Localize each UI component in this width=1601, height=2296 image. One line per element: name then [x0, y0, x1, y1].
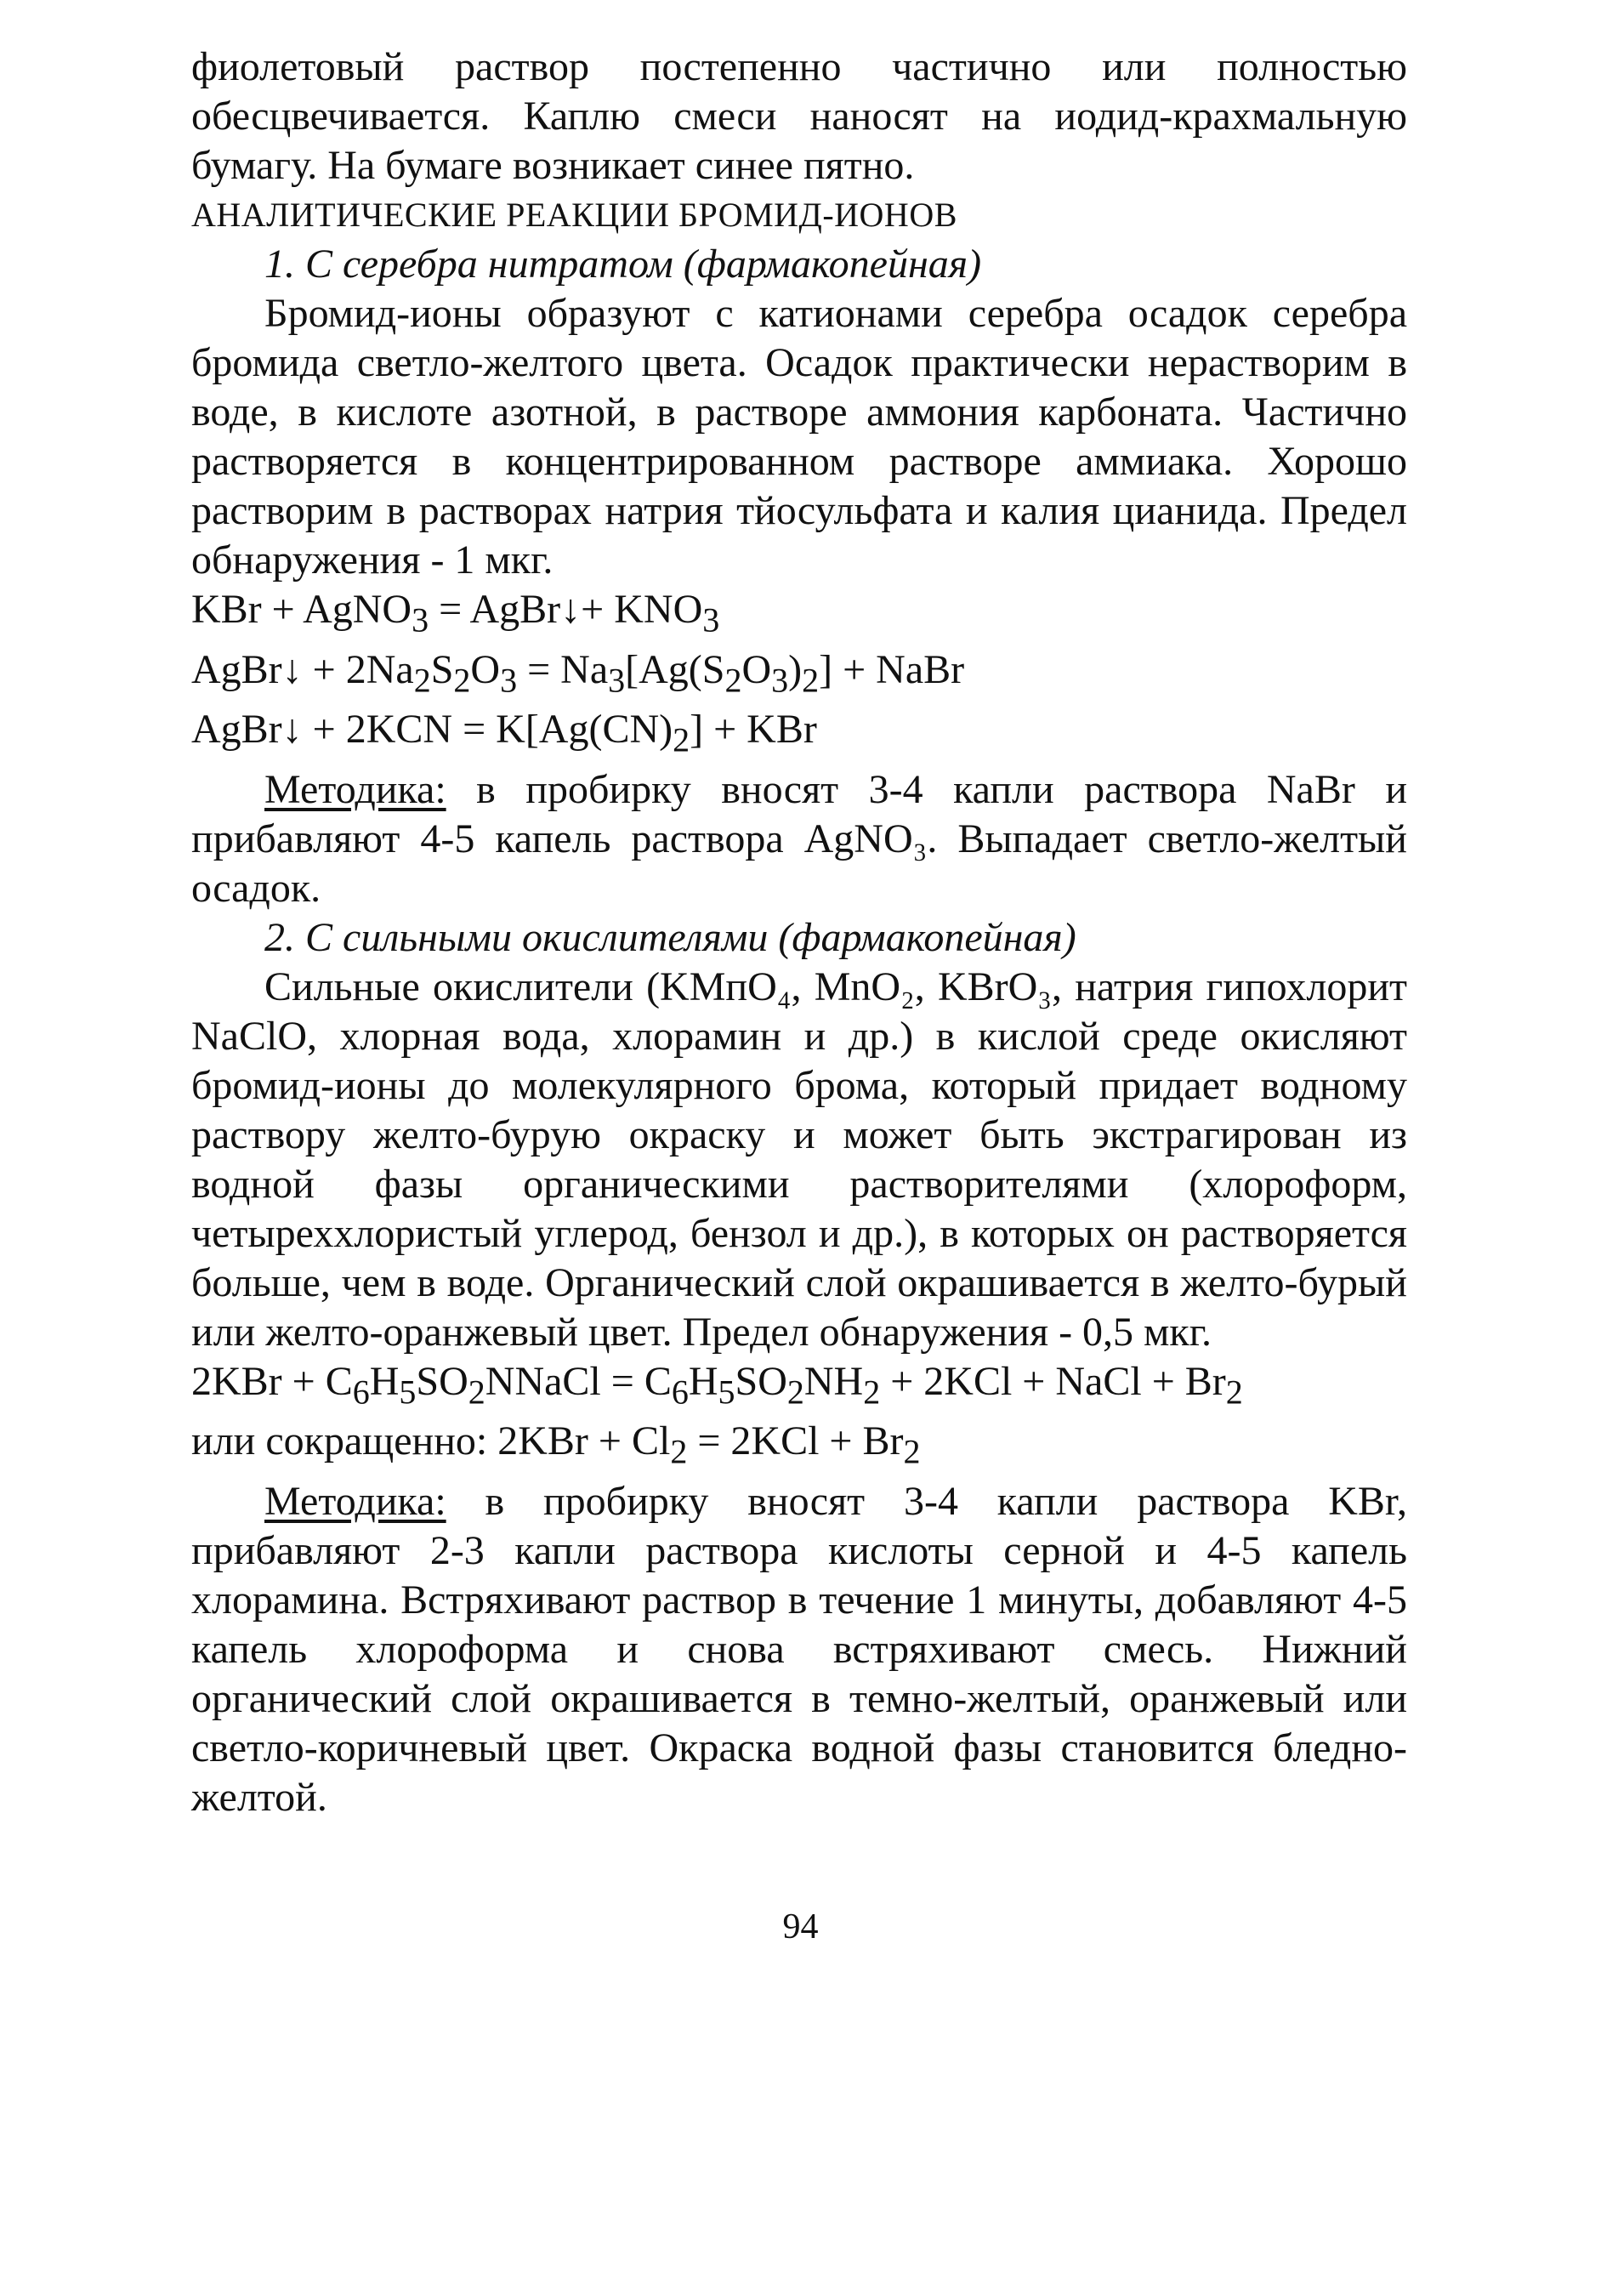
- equation-4: $2KBr + C_6H_5SO_2NNaCl = C_6H_5SO_2NH_2 + 2KCl$ + NaCl + $Br_2$: [191, 1358, 1243, 1412]
- reaction2-text: Сильные окислители (KMпO₄, MnO₂, KBrO₃, натрия гипохлорит NaClO, хлорная вода, хлорамин и др.) в кислой среде окисляют бромид-ионы до молекулярного брома, который придает водному раствору желто-бурую окраску и может быть экстрагирован из водной фазы органическими растворителями (хлороформ, четыреххлористый углерод, бензол и др.), в которых он растворяется больше, чем в воде. Органический слой окрашивается в желто-бурый или желто-оранжевый цвет. Предел обнаружения - 0,5 мкг.: [191, 963, 1407, 1355]
- method-label: Методика:: [264, 1478, 446, 1524]
- reaction1-title: 1. С серебра нитратом (фармакопейная): [264, 242, 982, 287]
- intro-paragraph: фиолетовый раствор постепенно частично или полностью обесцвечивается. Каплю смеси наносят на иодид-крахмальную бумагу. На бумаге возникает синее пятно.: [191, 44, 1407, 188]
- reaction1-method: [191, 765, 1407, 913]
- page-content: [191, 43, 1407, 1822]
- equation-3: AgBr↓ + $2KCN = K[Ag(CN)_2]$ + KBr: [191, 707, 817, 759]
- equation-5: или сокращенно: $2KBr + Cl_2 = 2KCl + Br_2$: [191, 1418, 921, 1471]
- section-heading: АНАЛИТИЧЕСКИЕ РЕАКЦИИ БРОМИД-ИОНОВ: [191, 196, 957, 234]
- reaction2-title: 2. С сильными окислителями (фармакопейная): [264, 914, 1076, 960]
- equation-1: KBr + AgNO$_3$ = AgBr↓+ $KNO_3$: [191, 587, 720, 639]
- method-label: Методика:: [264, 766, 446, 812]
- method-text: в пробирку вносят 3-4 капли раствора KBr, прибавляют 2-3 капли раствора кислоты серной и 4-5 капель хлорамина. Встряхивают раствор в течение 1 минуты, добавляют 4-5 капель хлороформа и снова встряхивают смесь. Нижний органический слой окрашивается в темно-желтый, оранжевый или светло-коричневый цвет. Окраска водной фазы становится бледно-желтой.: [191, 1478, 1407, 1820]
- equation-2: AgBr↓ + $2Na_2S_2O_3 = Na_3[Ag(S_2O_3)_2]$ + NaBr: [191, 646, 965, 700]
- page-number: 94: [782, 1907, 819, 1946]
- method-text: в пробирку вносят 3-4 капли раствора NaBr и прибавляют 4-5 капель раствора AgNO₃. Выпадает светло-желтый осадок.: [191, 766, 1407, 911]
- reaction1-text: Бромид-ионы образуют с катионами серебра осадок серебра бромида светло-желтого цвета. Осадок практически нерастворим в воде, в кислоте азотной, в растворе аммония карбоната. Частично растворяется в концентрированном растворе аммиака. Хорошо растворим в растворах натрия тйосульфата и калия цианида. Предел обнаружения - 1 мкг.: [191, 291, 1407, 583]
- reaction2-method: [191, 1477, 1407, 1822]
